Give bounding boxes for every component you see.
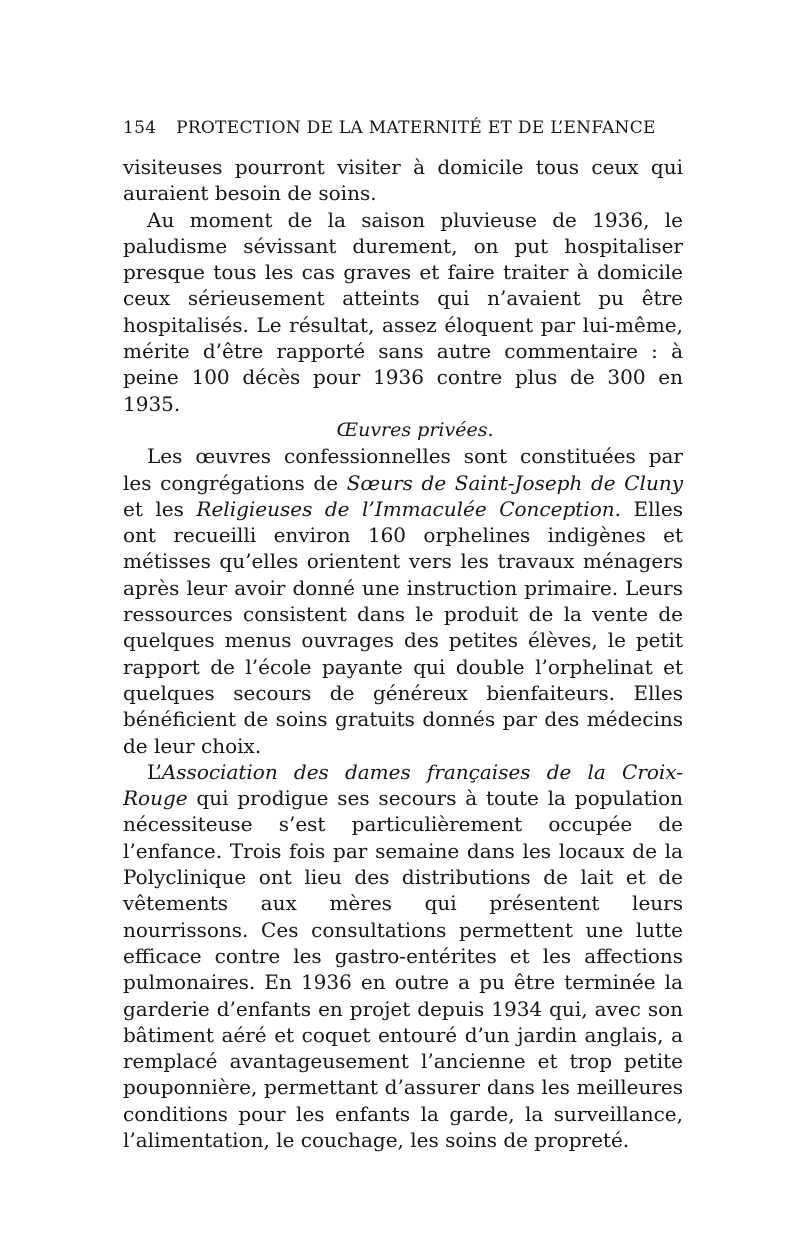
paragraph-oeuvres-confessionnelles <box>123 443 683 759</box>
p3-text-c: et les <box>123 496 197 521</box>
paragraph-paludisme: Au moment de la saison pluvieuse de 1936, le paludisme sévissant durement, on put hospitaliser presque tous les cas graves et faire traiter à domicile ceux sérieusement atteints qui n’avaient pu être hospitalisés. Le résultat, assez éloquent par lui-même, mérite d’être rapporté sans autre commentaire : à peine 100 décès pour 1936 contre plus de 300 en 1935. <box>123 207 683 416</box>
p4-text-a: L’ <box>147 759 162 784</box>
paragraph-continuation: visiteuses pourront visiter à domicile tous ceux qui auraient besoin de soins. <box>123 155 683 206</box>
p3-religieuses-immaculee: Religieuses de l’Immaculée Conception. <box>196 496 621 521</box>
page-number: 154 <box>123 118 157 138</box>
p4-association-croix-rouge: Association des dames françaises de la Croix-Rouge <box>123 759 683 811</box>
p3-text-e: Elles ont recueilli environ 160 orphelines indigènes et métisses qu’elles orientent vers les travaux ménagers après leur avoir donné une instruction primaire. Leurs ressources consistent dans le produit de la vente de quelques menus ouvrages des petites élèves, le petit rapport de l’école payante qui double l’orphelinat et quelques secours de généreux bienfaiteurs. Elles bénéficient de soins gratuits donnés par des médecins de leur choix. <box>123 496 683 758</box>
running-title: PROTECTION DE LA MATERNITÉ ET DE L’ENFANCE <box>176 118 656 138</box>
p3-text-a: Les œuvres confessionnelles sont constituées par les congrégations de <box>123 444 683 495</box>
section-heading: Œuvres privées. <box>336 418 494 441</box>
page-header <box>123 118 683 138</box>
p4-text-c: qui prodigue ses secours à toute la population nécessiteuse s’est particulièrement occupée de l’enfance. Trois fois par semaine dans les locaux de la Polyclinique ont lieu des distributions de lait et de vêtements aux mères qui présentent leurs nourrissons. Ces consultations permettent une lutte efficace contre les gastro-entérites et les affections pulmonaires. En 1936 en outre a pu être terminée la garderie d’enfants en projet depuis 1934 qui, avec son bâtiment aéré et coquet entouré d’un jardin anglais, a remplacé avantageusement l’ancienne et trop petite pouponnière, permettant d’assurer dans les meilleures conditions pour les enfants la garde, la surveillance, l’alimentation, le couchage, les soins de propreté. <box>123 786 683 1152</box>
paragraph-croix-rouge <box>123 759 683 1153</box>
p3-soeurs-saint-joseph: Sœurs de Saint-Joseph de Cluny <box>346 470 684 495</box>
page-body <box>123 154 683 1153</box>
